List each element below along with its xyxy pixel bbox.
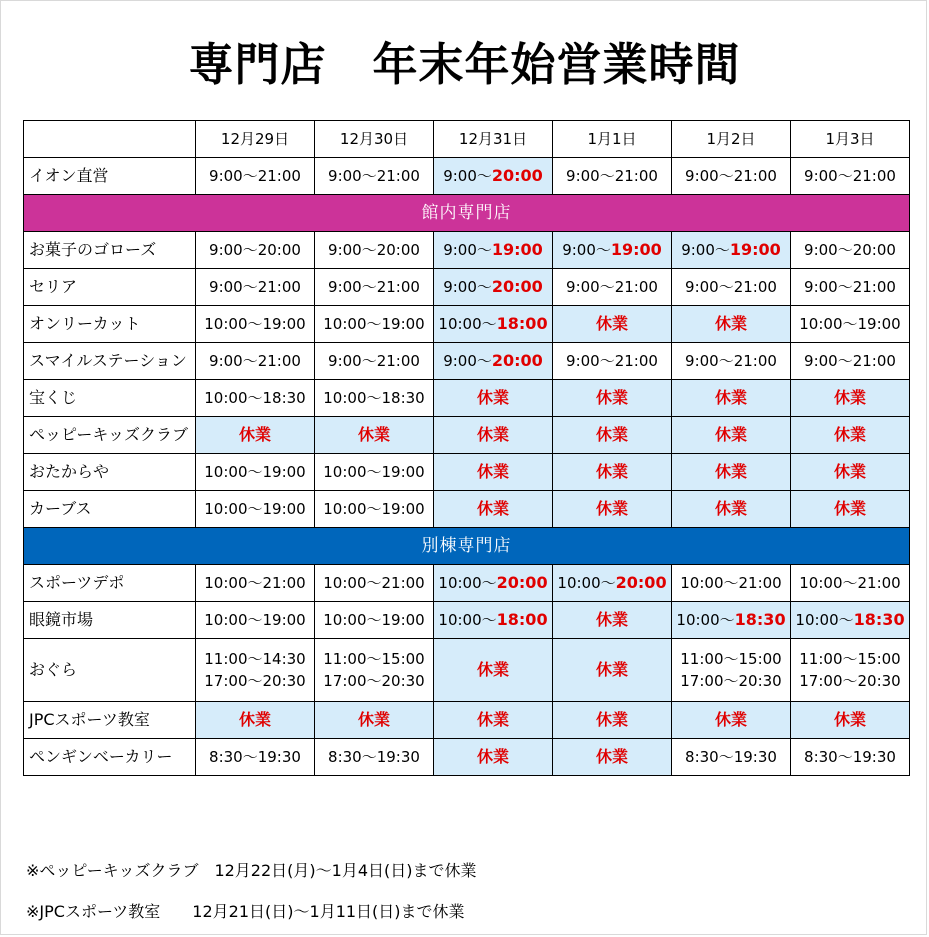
hours-text: 9:00〜21:00 — [804, 167, 896, 185]
changed-close-time: 20:00 — [491, 351, 543, 370]
store-row — [24, 602, 910, 639]
store-name: おぐら — [24, 639, 196, 702]
hours-text: 8:30〜19:30 — [804, 748, 896, 766]
changed-close-time: 18:30 — [853, 610, 905, 629]
hours-cell — [196, 306, 315, 343]
store-row — [24, 158, 910, 195]
hours-cell — [672, 639, 791, 702]
hours-text: 10:00〜19:00 — [323, 611, 425, 629]
hours-text: 11:00〜14:30 — [204, 650, 306, 668]
store-row — [24, 380, 910, 417]
closed-label: 休業 — [595, 462, 628, 481]
hours-cell — [553, 380, 672, 417]
hours-cell — [672, 739, 791, 776]
store-row — [24, 702, 910, 739]
hours-text: 11:00〜15:00 — [799, 650, 901, 668]
hours-cell — [315, 454, 434, 491]
hours-cell — [196, 702, 315, 739]
hours-cell — [672, 232, 791, 269]
hours-cell — [672, 380, 791, 417]
changed-close-time: 18:00 — [496, 610, 548, 629]
hours-cell — [434, 602, 553, 639]
hours-cell — [553, 306, 672, 343]
store-name: 宝くじ — [24, 380, 196, 417]
hours-cell — [434, 491, 553, 528]
hours-cell — [553, 343, 672, 380]
closed-label: 休業 — [238, 710, 271, 729]
hours-cell — [672, 565, 791, 602]
hours-text: 9:00〜21:00 — [328, 278, 420, 296]
hours-cell — [791, 491, 910, 528]
hours-cell — [672, 343, 791, 380]
hours-cell — [791, 454, 910, 491]
closed-label: 休業 — [595, 425, 628, 444]
hours-text: 10:00〜21:00 — [799, 574, 901, 592]
hours-text: 10:00〜18:30 — [204, 389, 306, 407]
closed-label: 休業 — [595, 710, 628, 729]
hours-text-2: 17:00〜20:30 — [799, 672, 901, 690]
hours-text: 9:00〜21:00 — [209, 167, 301, 185]
hours-text-2: 17:00〜20:30 — [204, 672, 306, 690]
closed-label: 休業 — [476, 710, 509, 729]
changed-close-time: 20:00 — [615, 573, 667, 592]
store-row — [24, 454, 910, 491]
hours-cell — [791, 343, 910, 380]
hours-cell — [553, 702, 672, 739]
hours-cell — [196, 739, 315, 776]
store-name: オンリーカット — [24, 306, 196, 343]
closed-label: 休業 — [476, 425, 509, 444]
hours-text: 9:00〜21:00 — [566, 352, 658, 370]
hours-text: 8:30〜19:30 — [328, 748, 420, 766]
hours-text: 9:00〜21:00 — [328, 352, 420, 370]
hours-cell — [434, 343, 553, 380]
hours-text: 10:00〜19:00 — [204, 315, 306, 333]
hours-cell — [315, 380, 434, 417]
store-row — [24, 306, 910, 343]
closed-label: 休業 — [595, 314, 628, 333]
hours-text: 10:00〜19:00 — [323, 315, 425, 333]
changed-close-time: 20:00 — [491, 277, 543, 296]
hours-cell — [553, 739, 672, 776]
hours-text: 9:00〜20:00 — [328, 241, 420, 259]
changed-close-time: 19:00 — [729, 240, 781, 259]
hours-cell — [196, 343, 315, 380]
open-time: 9:00〜 — [443, 278, 492, 296]
hours-cell — [791, 380, 910, 417]
hours-text: 9:00〜21:00 — [566, 278, 658, 296]
hours-cell — [196, 491, 315, 528]
closed-label: 休業 — [476, 388, 509, 407]
closed-label: 休業 — [714, 388, 747, 407]
open-time: 10:00〜 — [557, 574, 616, 592]
store-row — [24, 232, 910, 269]
hours-text: 9:00〜21:00 — [804, 352, 896, 370]
hours-cell — [434, 702, 553, 739]
hours-cell — [791, 602, 910, 639]
hours-cell — [791, 565, 910, 602]
hours-cell — [672, 417, 791, 454]
hours-cell — [315, 639, 434, 702]
date-header: 1月3日 — [791, 121, 910, 158]
hours-cell — [315, 232, 434, 269]
hours-cell — [196, 639, 315, 702]
closed-label: 休業 — [595, 747, 628, 766]
store-row — [24, 269, 910, 306]
hours-cell — [315, 269, 434, 306]
hours-cell — [434, 232, 553, 269]
closed-label: 休業 — [357, 425, 390, 444]
hours-cell — [553, 491, 672, 528]
store-row — [24, 491, 910, 528]
hours-cell — [196, 232, 315, 269]
hours-text: 9:00〜21:00 — [804, 278, 896, 296]
closed-label: 休業 — [476, 462, 509, 481]
hours-cell — [672, 702, 791, 739]
section-title: 別棟専門店 — [24, 528, 910, 565]
date-header: 1月1日 — [553, 121, 672, 158]
hours-text: 9:00〜20:00 — [209, 241, 301, 259]
open-time: 10:00〜 — [676, 611, 735, 629]
hours-text: 10:00〜19:00 — [204, 463, 306, 481]
hours-text: 9:00〜21:00 — [566, 167, 658, 185]
hours-text-2: 17:00〜20:30 — [323, 672, 425, 690]
hours-cell — [196, 602, 315, 639]
hours-text: 10:00〜19:00 — [323, 463, 425, 481]
store-name: JPCスポーツ教室 — [24, 702, 196, 739]
store-name: ペッピーキッズクラブ — [24, 417, 196, 454]
hours-text: 9:00〜21:00 — [209, 352, 301, 370]
store-row — [24, 417, 910, 454]
closed-label: 休業 — [833, 499, 866, 518]
closed-label: 休業 — [595, 660, 628, 679]
hours-cell — [553, 639, 672, 702]
note-jpc: ※JPCスポーツ教室 12月21日(日)〜1月11日(日)まで休業 — [26, 902, 465, 921]
changed-close-time: 18:00 — [496, 314, 548, 333]
hours-cell — [315, 343, 434, 380]
hours-cell — [672, 454, 791, 491]
closed-label: 休業 — [714, 499, 747, 518]
hours-cell — [196, 454, 315, 491]
hours-cell — [434, 269, 553, 306]
hours-cell — [791, 158, 910, 195]
closed-label: 休業 — [238, 425, 271, 444]
hours-cell — [553, 417, 672, 454]
closed-label: 休業 — [476, 660, 509, 679]
open-time: 9:00〜 — [443, 352, 492, 370]
date-header: 1月2日 — [672, 121, 791, 158]
hours-cell — [315, 491, 434, 528]
hours-text: 9:00〜21:00 — [209, 278, 301, 296]
changed-close-time: 18:30 — [734, 610, 786, 629]
hours-cell — [196, 565, 315, 602]
closed-label: 休業 — [833, 710, 866, 729]
hours-text: 10:00〜21:00 — [204, 574, 306, 592]
open-time: 10:00〜 — [438, 315, 497, 333]
hours-text: 10:00〜21:00 — [323, 574, 425, 592]
hours-cell — [434, 739, 553, 776]
closed-label: 休業 — [595, 499, 628, 518]
hours-cell — [315, 306, 434, 343]
changed-close-time: 19:00 — [610, 240, 662, 259]
open-time: 10:00〜 — [438, 574, 497, 592]
store-name: セリア — [24, 269, 196, 306]
store-row — [24, 639, 910, 702]
hours-cell — [434, 454, 553, 491]
store-name: イオン直営 — [24, 158, 196, 195]
hours-cell — [434, 306, 553, 343]
store-name: カーブス — [24, 491, 196, 528]
changed-close-time: 20:00 — [491, 166, 543, 185]
closed-label: 休業 — [833, 425, 866, 444]
note-peppy: ※ペッピーキッズクラブ 12月22日(月)〜1月4日(日)まで休業 — [26, 861, 477, 880]
hours-cell — [315, 417, 434, 454]
date-header: 12月29日 — [196, 121, 315, 158]
hours-cell — [553, 602, 672, 639]
open-time: 9:00〜 — [681, 241, 730, 259]
hours-cell — [315, 158, 434, 195]
hours-text: 9:00〜21:00 — [685, 167, 777, 185]
hours-cell — [196, 269, 315, 306]
store-name: おたからや — [24, 454, 196, 491]
hours-text: 10:00〜21:00 — [680, 574, 782, 592]
hours-cell — [196, 380, 315, 417]
hours-cell — [791, 739, 910, 776]
hours-text: 9:00〜21:00 — [685, 352, 777, 370]
page-title: 専門店 年末年始営業時間 — [188, 38, 741, 91]
header-corner — [24, 121, 196, 158]
closed-label: 休業 — [595, 388, 628, 407]
closed-label: 休業 — [476, 747, 509, 766]
hours-cell — [553, 454, 672, 491]
hours-cell — [196, 158, 315, 195]
changed-close-time: 19:00 — [491, 240, 543, 259]
store-name: お菓子のゴローズ — [24, 232, 196, 269]
store-row — [24, 343, 910, 380]
closed-label: 休業 — [476, 499, 509, 518]
hours-cell — [791, 232, 910, 269]
store-name: スポーツデポ — [24, 565, 196, 602]
closed-label: 休業 — [714, 462, 747, 481]
hours-text: 11:00〜15:00 — [680, 650, 782, 668]
hours-text: 10:00〜19:00 — [204, 500, 306, 518]
hours-text: 9:00〜21:00 — [685, 278, 777, 296]
hours-cell — [672, 602, 791, 639]
closed-label: 休業 — [833, 388, 866, 407]
section-header-row — [24, 195, 910, 232]
hours-text-2: 17:00〜20:30 — [680, 672, 782, 690]
store-name: ペンギンベーカリー — [24, 739, 196, 776]
hours-cell — [553, 565, 672, 602]
date-header: 12月31日 — [434, 121, 553, 158]
hours-cell — [672, 158, 791, 195]
hours-cell — [791, 702, 910, 739]
closed-label: 休業 — [714, 314, 747, 333]
hours-text: 10:00〜19:00 — [323, 500, 425, 518]
store-name: スマイルステーション — [24, 343, 196, 380]
hours-text: 10:00〜19:00 — [799, 315, 901, 333]
closed-label: 休業 — [714, 425, 747, 444]
hours-table-body — [24, 121, 910, 776]
hours-cell — [791, 417, 910, 454]
hours-cell — [315, 565, 434, 602]
hours-cell — [434, 380, 553, 417]
hours-cell — [434, 417, 553, 454]
hours-text: 8:30〜19:30 — [685, 748, 777, 766]
open-time: 9:00〜 — [562, 241, 611, 259]
hours-text: 9:00〜20:00 — [804, 241, 896, 259]
open-time: 9:00〜 — [443, 167, 492, 185]
hours-cell — [553, 158, 672, 195]
hours-cell — [315, 739, 434, 776]
section-header-row — [24, 528, 910, 565]
closed-label: 休業 — [714, 710, 747, 729]
date-header: 12月30日 — [315, 121, 434, 158]
changed-close-time: 20:00 — [496, 573, 548, 592]
hours-cell — [434, 639, 553, 702]
hours-cell — [434, 158, 553, 195]
hours-cell — [553, 232, 672, 269]
open-time: 10:00〜 — [438, 611, 497, 629]
hours-table — [23, 120, 910, 776]
hours-cell — [196, 417, 315, 454]
hours-cell — [791, 269, 910, 306]
hours-cell — [672, 491, 791, 528]
open-time: 10:00〜 — [795, 611, 854, 629]
hours-text: 10:00〜18:30 — [323, 389, 425, 407]
store-row — [24, 739, 910, 776]
store-name: 眼鏡市場 — [24, 602, 196, 639]
hours-cell — [672, 269, 791, 306]
hours-cell — [791, 306, 910, 343]
hours-cell — [315, 702, 434, 739]
closed-label: 休業 — [833, 462, 866, 481]
date-header-row — [24, 121, 910, 158]
hours-cell — [553, 269, 672, 306]
hours-cell — [791, 639, 910, 702]
hours-text: 10:00〜19:00 — [204, 611, 306, 629]
hours-cell — [315, 602, 434, 639]
section-title: 館内専門店 — [24, 195, 910, 232]
hours-text: 9:00〜21:00 — [328, 167, 420, 185]
closed-label: 休業 — [595, 610, 628, 629]
hours-text: 11:00〜15:00 — [323, 650, 425, 668]
open-time: 9:00〜 — [443, 241, 492, 259]
hours-cell — [434, 565, 553, 602]
hours-text: 8:30〜19:30 — [209, 748, 301, 766]
closed-label: 休業 — [357, 710, 390, 729]
store-row — [24, 565, 910, 602]
hours-cell — [672, 306, 791, 343]
